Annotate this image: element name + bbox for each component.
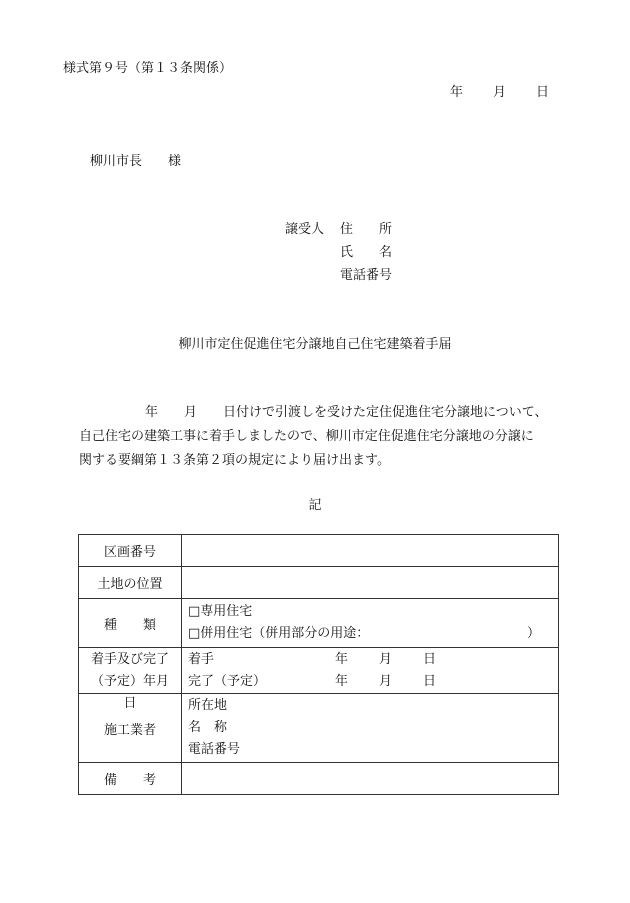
remarks-label: 備 考 bbox=[79, 763, 182, 795]
start-date-row[interactable] bbox=[188, 649, 552, 671]
combined-house-checkbox[interactable] bbox=[188, 623, 552, 645]
body-line-2: 自己住宅の建築工事に着手しましたので、柳川市定住促進住宅分譲地の分譲に bbox=[79, 429, 534, 444]
ki-heading: 記 bbox=[308, 498, 322, 513]
land-location-field[interactable] bbox=[182, 567, 559, 599]
table-row bbox=[79, 535, 559, 567]
complete-date-row[interactable] bbox=[188, 671, 552, 693]
date-month: 月 bbox=[493, 85, 507, 100]
form-number: 様式第９号（第１３条関係） bbox=[63, 61, 233, 76]
contractor-phone[interactable]: 電話番号 bbox=[188, 742, 241, 757]
complete-year: 年 bbox=[334, 673, 348, 689]
table-row bbox=[79, 599, 559, 648]
contractor-field bbox=[182, 694, 559, 763]
contractor-label: 施工業者 bbox=[79, 694, 182, 763]
body-line-3: 関する要綱第１３条第２項の規定により届け出ます。 bbox=[79, 453, 390, 468]
addressee: 柳川市長 様 bbox=[90, 154, 182, 169]
transferee-label: 譲受人 bbox=[285, 222, 325, 237]
start-day: 日 bbox=[422, 651, 436, 667]
transferee-phone-label: 電話番号 bbox=[340, 268, 393, 283]
transferee-address-label: 住 所 bbox=[340, 222, 393, 237]
contractor-location[interactable]: 所在地 bbox=[188, 698, 228, 713]
schedule-label-line-2: （予定）年月日 bbox=[90, 673, 169, 711]
body-text bbox=[79, 401, 569, 473]
body-line-1: 年 月 日付けで引渡しを受けた定住促進住宅分譲地について、 bbox=[145, 405, 548, 420]
exclusive-house-checkbox[interactable]: □専用住宅 bbox=[188, 604, 253, 619]
start-year: 年 bbox=[334, 651, 348, 667]
lot-number-field[interactable] bbox=[182, 535, 559, 567]
combined-house-label: □併用住宅（併用部分の用途： bbox=[188, 626, 370, 641]
remarks-field[interactable] bbox=[182, 763, 559, 795]
start-label: 着手 bbox=[188, 651, 215, 667]
document-title: 柳川市定住促進住宅分譲地自己住宅建築着手届 bbox=[178, 337, 452, 352]
close-paren: ） bbox=[526, 626, 540, 641]
complete-month: 月 bbox=[378, 673, 392, 689]
land-location-label: 土地の位置 bbox=[79, 567, 182, 599]
transferee-name-label: 氏 名 bbox=[340, 245, 393, 260]
table-row bbox=[79, 648, 559, 694]
table-row bbox=[79, 763, 559, 795]
contractor-name[interactable]: 名 称 bbox=[188, 720, 228, 735]
type-field bbox=[182, 599, 559, 648]
date-year: 年 bbox=[450, 85, 464, 100]
complete-day: 日 bbox=[422, 673, 436, 689]
schedule-label bbox=[79, 648, 182, 711]
lot-number-label: 区画番号 bbox=[79, 535, 182, 567]
date-line bbox=[450, 81, 549, 100]
schedule-field bbox=[182, 648, 559, 694]
table-row bbox=[79, 694, 559, 763]
details-table bbox=[78, 534, 559, 795]
start-month: 月 bbox=[378, 651, 392, 667]
schedule-label-line-1: 着手及び完了 bbox=[90, 651, 169, 667]
type-label: 種 類 bbox=[79, 599, 182, 648]
date-day: 日 bbox=[536, 85, 550, 100]
table-row bbox=[79, 567, 559, 599]
complete-label: 完了（予定） bbox=[188, 673, 267, 689]
